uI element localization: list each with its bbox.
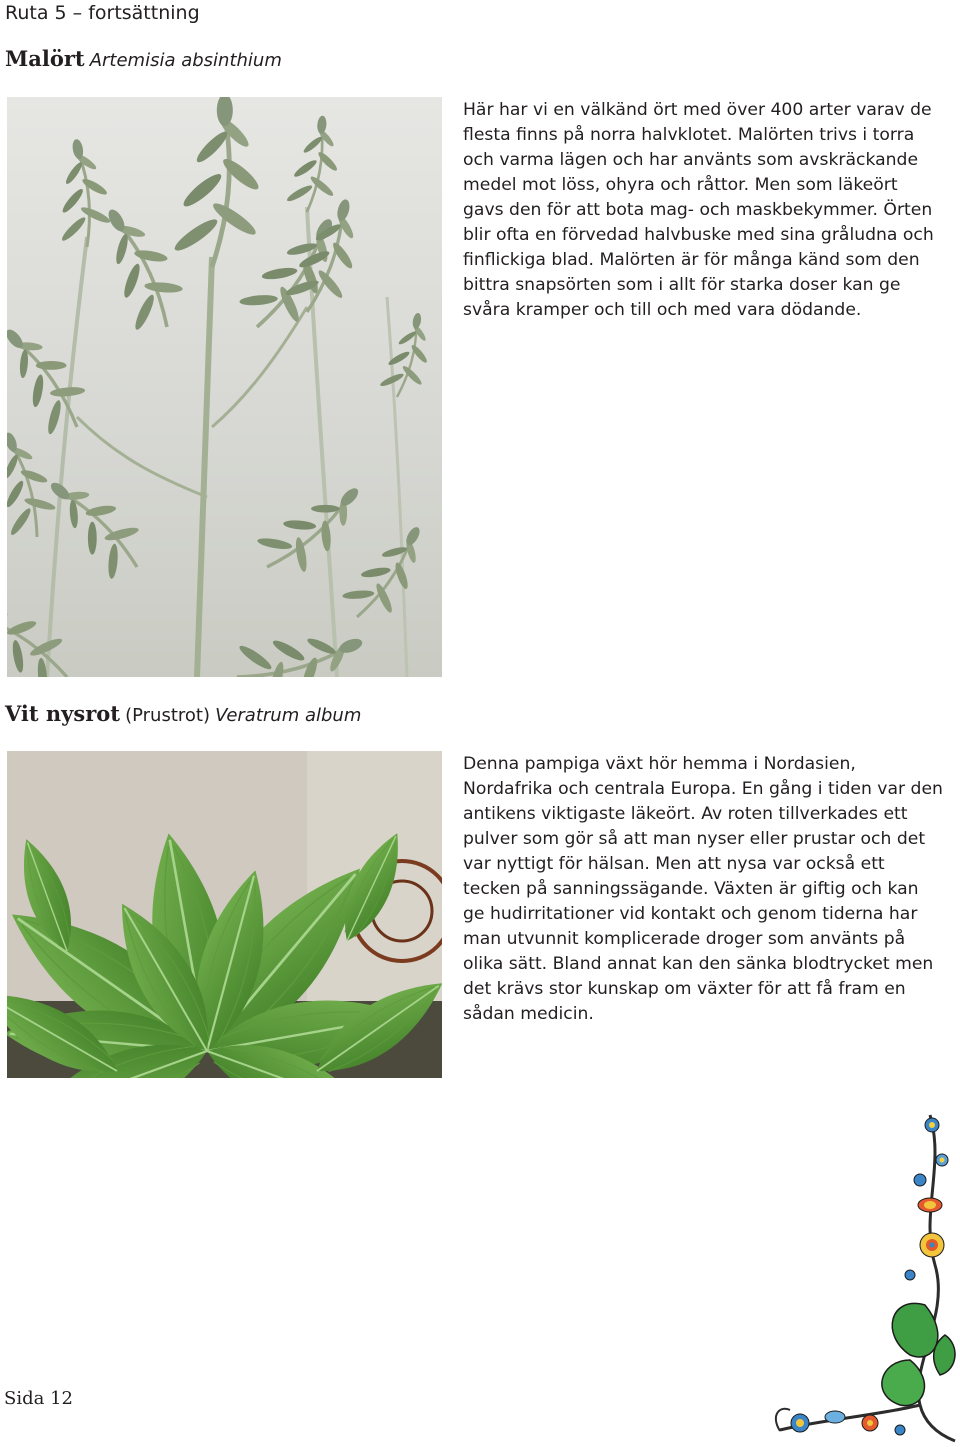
running-head: Ruta 5 – fortsättning bbox=[5, 2, 200, 24]
page-number: Sida 12 bbox=[4, 1388, 73, 1409]
latin-name: Artemisia absinthium bbox=[89, 50, 282, 71]
alt-name: (Prustrot) bbox=[125, 705, 210, 726]
common-name: Vit nysrot bbox=[5, 701, 120, 726]
section-heading-malort bbox=[5, 46, 282, 71]
veratrum-plant-illustration bbox=[7, 751, 442, 1078]
floral-vine-ornament-icon bbox=[760, 1105, 960, 1443]
wormwood-plant-photo bbox=[7, 97, 442, 677]
common-name: Malört bbox=[5, 46, 85, 71]
section-heading-vit-nysrot bbox=[5, 701, 361, 726]
wormwood-plant-illustration bbox=[7, 97, 442, 677]
veratrum-plant-photo bbox=[7, 751, 442, 1078]
section-body-vit-nysrot: Denna pampiga växt hör hemma i Nordasien, Nordafrika och centrala Europa. En gång i tiden var den antikens viktigaste läkeört. Av roten tillverkades ett pulver som gör så att man nyser eller prustar och det var nyttigt för hälsan. Men att nysa var också ett tecken på sanningssägande. Växten är giftig och kan ge hudirritationer vid kontakt och genom tiderna har man utvunnit komplicerade droger som använts på olika sätt. Bland annat kan den sänka blodtrycket men det krävs stor kunskap om växter för att få fram en sådan medicin. bbox=[463, 754, 943, 1024]
section-body-malort: Här har vi en välkänd ört med över 400 arter varav de flesta finns på norra halvklotet. Malörten trivs i torra och varma lägen och har använts som avskräckande medel mot löss, ohyra och råttor. Men som läkeört gavs den för att bota mag- och maskbekymmer. Örten blir ofta en förvedad halvbuske med sina gråludna och finflickiga blad. Malörten är för många känd som den bittra snapsörten som i allt för starka doser kan ge svåra kramper och till och med vara dödande. bbox=[463, 100, 934, 320]
latin-name: Veratrum album bbox=[215, 705, 362, 726]
